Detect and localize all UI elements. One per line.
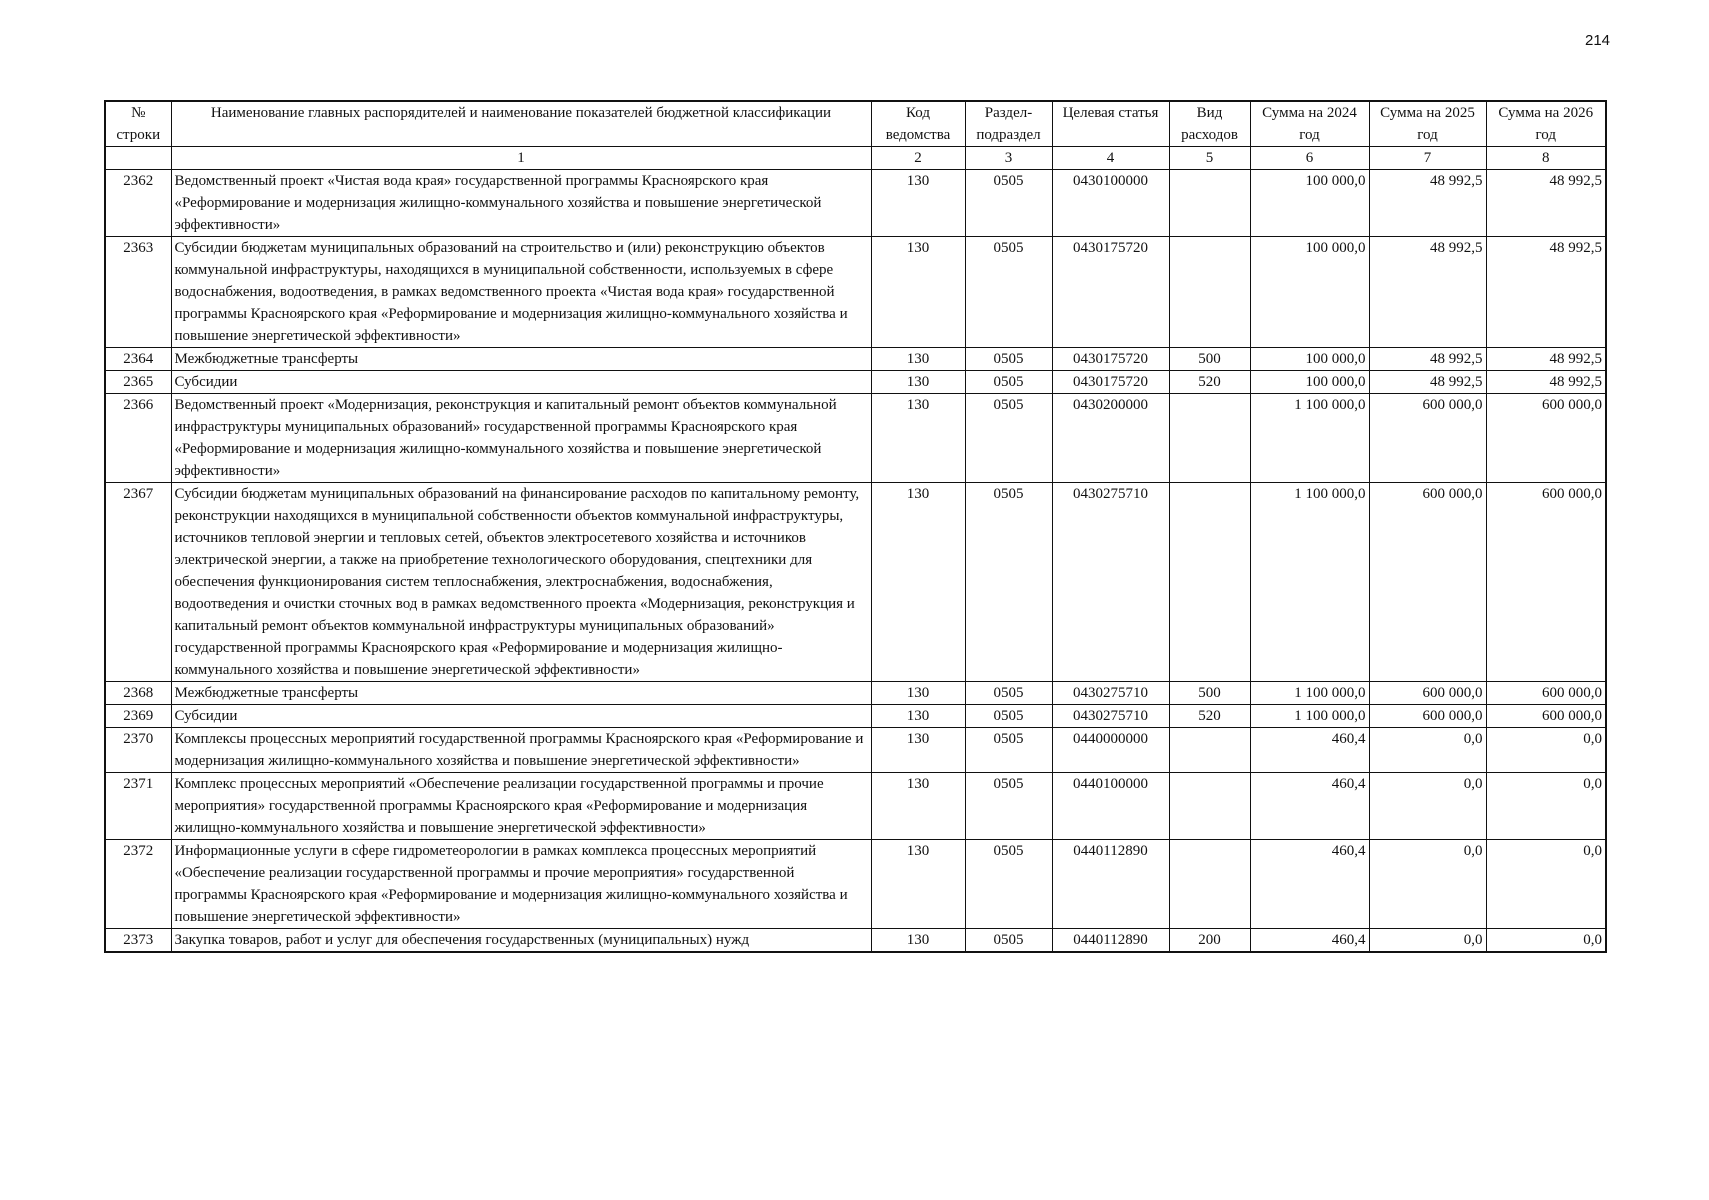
header-dept-code: Код ведомства — [871, 101, 965, 147]
row-name: Комплекс процессных мероприятий «Обеспечение реализации государственной программы и прочие мероприятия» государственной программы Красноярского края «Реформирование и модернизация жилищно-коммунального хозяйства и повышение энергетической эффективности» — [171, 773, 871, 840]
row-number: 2372 — [105, 840, 171, 929]
row-number: 2373 — [105, 929, 171, 953]
row-target: 0430175720 — [1052, 237, 1169, 348]
header-expense-type: Вид расходов — [1169, 101, 1250, 147]
row-target: 0440000000 — [1052, 728, 1169, 773]
row-sum-2026: 0,0 — [1486, 840, 1606, 929]
row-expense-type — [1169, 170, 1250, 237]
row-name: Субсидии — [171, 705, 871, 728]
row-section: 0505 — [965, 773, 1052, 840]
header-name: Наименование главных распорядителей и наименование показателей бюджетной классификации — [171, 101, 871, 147]
row-dept-code: 130 — [871, 773, 965, 840]
row-sum-2025: 48 992,5 — [1369, 371, 1486, 394]
row-name: Межбюджетные трансферты — [171, 348, 871, 371]
row-sum-2026: 48 992,5 — [1486, 371, 1606, 394]
page-number: 214 — [1585, 32, 1611, 49]
row-section: 0505 — [965, 394, 1052, 483]
column-number: 4 — [1052, 147, 1169, 170]
table-body — [105, 170, 1606, 953]
row-sum-2025: 600 000,0 — [1369, 394, 1486, 483]
row-sum-2026: 600 000,0 — [1486, 705, 1606, 728]
column-number: 6 — [1250, 147, 1369, 170]
row-expense-type — [1169, 840, 1250, 929]
column-number: 5 — [1169, 147, 1250, 170]
row-section: 0505 — [965, 483, 1052, 682]
row-dept-code: 130 — [871, 728, 965, 773]
table-row — [105, 728, 1606, 773]
column-number: 7 — [1369, 147, 1486, 170]
row-sum-2026: 600 000,0 — [1486, 483, 1606, 682]
row-sum-2026: 48 992,5 — [1486, 348, 1606, 371]
row-expense-type: 200 — [1169, 929, 1250, 953]
table-row — [105, 705, 1606, 728]
row-target: 0440112890 — [1052, 929, 1169, 953]
row-expense-type — [1169, 237, 1250, 348]
row-dept-code: 130 — [871, 483, 965, 682]
row-section: 0505 — [965, 682, 1052, 705]
row-expense-type: 500 — [1169, 682, 1250, 705]
row-sum-2025: 0,0 — [1369, 773, 1486, 840]
header-sum-2024: Сумма на 2024 год — [1250, 101, 1369, 147]
row-number: 2363 — [105, 237, 171, 348]
row-expense-type — [1169, 394, 1250, 483]
table-row — [105, 371, 1606, 394]
row-number: 2366 — [105, 394, 171, 483]
table-row — [105, 929, 1606, 953]
row-name: Закупка товаров, работ и услуг для обеспечения государственных (муниципальных) нужд — [171, 929, 871, 953]
table-row — [105, 773, 1606, 840]
row-sum-2026: 48 992,5 — [1486, 237, 1606, 348]
row-expense-type: 520 — [1169, 371, 1250, 394]
row-sum-2025: 600 000,0 — [1369, 705, 1486, 728]
row-sum-2024: 100 000,0 — [1250, 371, 1369, 394]
row-name: Субсидии бюджетам муниципальных образований на строительство и (или) реконструкцию объектов коммунальной инфраструктуры, находящихся в муниципальной собственности, используемых в сфере водоснабжения, водоотведения, в рамках ведомственного проекта «Чистая вода края» государственной программы Красноярского края «Реформирование и модернизация жилищно-коммунального хозяйства и повышение энергетической эффективности» — [171, 237, 871, 348]
row-sum-2025: 600 000,0 — [1369, 483, 1486, 682]
row-target: 0430275710 — [1052, 705, 1169, 728]
header-section: Раздел-подраздел — [965, 101, 1052, 147]
row-name: Ведомственный проект «Модернизация, реконструкция и капитальный ремонт объектов коммунальной инфраструктуры муниципальных образований» государственной программы Красноярского края «Реформирование и модернизация жилищно-коммунального хозяйства и повышение энергетической эффективности» — [171, 394, 871, 483]
row-expense-type: 520 — [1169, 705, 1250, 728]
row-section: 0505 — [965, 728, 1052, 773]
row-dept-code: 130 — [871, 929, 965, 953]
row-sum-2025: 0,0 — [1369, 929, 1486, 953]
row-target: 0430275710 — [1052, 682, 1169, 705]
header-row-no: № строки — [105, 101, 171, 147]
row-sum-2026: 600 000,0 — [1486, 682, 1606, 705]
row-sum-2025: 600 000,0 — [1369, 682, 1486, 705]
row-target: 0430175720 — [1052, 371, 1169, 394]
column-number: 1 — [171, 147, 871, 170]
row-number: 2367 — [105, 483, 171, 682]
row-name: Субсидии — [171, 371, 871, 394]
header-sum-2025: Сумма на 2025 год — [1369, 101, 1486, 147]
column-number-empty — [105, 147, 171, 170]
row-expense-type — [1169, 728, 1250, 773]
row-sum-2024: 1 100 000,0 — [1250, 682, 1369, 705]
header-sum-2026: Сумма на 2026 год — [1486, 101, 1606, 147]
table-row — [105, 348, 1606, 371]
row-sum-2026: 0,0 — [1486, 773, 1606, 840]
row-sum-2024: 100 000,0 — [1250, 170, 1369, 237]
row-sum-2024: 1 100 000,0 — [1250, 705, 1369, 728]
table-row — [105, 682, 1606, 705]
row-section: 0505 — [965, 840, 1052, 929]
row-sum-2025: 0,0 — [1369, 840, 1486, 929]
row-number: 2365 — [105, 371, 171, 394]
column-number-row — [105, 147, 1606, 170]
column-number: 2 — [871, 147, 965, 170]
row-target: 0440112890 — [1052, 840, 1169, 929]
row-sum-2025: 48 992,5 — [1369, 237, 1486, 348]
table-row — [105, 237, 1606, 348]
row-number: 2368 — [105, 682, 171, 705]
row-number: 2362 — [105, 170, 171, 237]
row-sum-2026: 600 000,0 — [1486, 394, 1606, 483]
row-name: Информационные услуги в сфере гидрометеорологии в рамках комплекса процессных мероприятий «Обеспечение реализации государственной программы и прочие мероприятия» государственной программы Красноярского края «Реформирование и модернизация жилищно-коммунального хозяйства и повышение энергетической эффективности» — [171, 840, 871, 929]
row-sum-2025: 48 992,5 — [1369, 170, 1486, 237]
row-dept-code: 130 — [871, 371, 965, 394]
row-expense-type — [1169, 483, 1250, 682]
row-sum-2024: 460,4 — [1250, 929, 1369, 953]
row-sum-2026: 0,0 — [1486, 728, 1606, 773]
row-dept-code: 130 — [871, 394, 965, 483]
row-target: 0430200000 — [1052, 394, 1169, 483]
row-section: 0505 — [965, 929, 1052, 953]
row-sum-2024: 460,4 — [1250, 840, 1369, 929]
row-sum-2024: 1 100 000,0 — [1250, 394, 1369, 483]
table-row — [105, 483, 1606, 682]
row-sum-2024: 460,4 — [1250, 773, 1369, 840]
row-name: Субсидии бюджетам муниципальных образований на финансирование расходов по капитальному ремонту, реконструкции находящихся в муниципальной собственности объектов коммунальной инфраструктуры, источников тепловой энергии и тепловых сетей, объектов электросетевого хозяйства и источников электрической энергии, а также на приобретение технологического оборудования, спецтехники для обеспечения функционирования систем теплоснабжения, электроснабжения, водоснабжения, водоотведения и очистки сточных вод в рамках ведомственного проекта «Модернизация, реконструкция и капитальный ремонт объектов коммунальной инфраструктуры муниципальных образований» государственной программы Красноярского края «Реформирование и модернизация жилищно-коммунального хозяйства и повышение энергетической эффективности» — [171, 483, 871, 682]
row-number: 2369 — [105, 705, 171, 728]
row-target: 0440100000 — [1052, 773, 1169, 840]
row-dept-code: 130 — [871, 705, 965, 728]
header-target: Целевая статья — [1052, 101, 1169, 147]
header-row — [105, 101, 1606, 147]
row-dept-code: 130 — [871, 682, 965, 705]
row-number: 2371 — [105, 773, 171, 840]
row-name: Ведомственный проект «Чистая вода края» государственной программы Красноярского края «Реформирование и модернизация жилищно-коммунального хозяйства и повышение энергетической эффективности» — [171, 170, 871, 237]
row-expense-type — [1169, 773, 1250, 840]
row-section: 0505 — [965, 371, 1052, 394]
column-number: 8 — [1486, 147, 1606, 170]
budget-table — [104, 100, 1607, 953]
row-sum-2024: 100 000,0 — [1250, 237, 1369, 348]
row-expense-type: 500 — [1169, 348, 1250, 371]
row-sum-2026: 0,0 — [1486, 929, 1606, 953]
row-section: 0505 — [965, 348, 1052, 371]
row-name: Межбюджетные трансферты — [171, 682, 871, 705]
row-sum-2024: 100 000,0 — [1250, 348, 1369, 371]
row-number: 2364 — [105, 348, 171, 371]
row-sum-2025: 48 992,5 — [1369, 348, 1486, 371]
table-row — [105, 394, 1606, 483]
row-target: 0430275710 — [1052, 483, 1169, 682]
row-sum-2024: 1 100 000,0 — [1250, 483, 1369, 682]
row-name: Комплексы процессных мероприятий государственной программы Красноярского края «Реформирование и модернизация жилищно-коммунального хозяйства и повышение энергетической эффективности» — [171, 728, 871, 773]
row-dept-code: 130 — [871, 170, 965, 237]
row-dept-code: 130 — [871, 237, 965, 348]
row-target: 0430175720 — [1052, 348, 1169, 371]
row-dept-code: 130 — [871, 348, 965, 371]
row-section: 0505 — [965, 237, 1052, 348]
table-row — [105, 170, 1606, 237]
row-number: 2370 — [105, 728, 171, 773]
row-section: 0505 — [965, 170, 1052, 237]
column-number: 3 — [965, 147, 1052, 170]
row-section: 0505 — [965, 705, 1052, 728]
row-target: 0430100000 — [1052, 170, 1169, 237]
table-row — [105, 840, 1606, 929]
row-sum-2024: 460,4 — [1250, 728, 1369, 773]
row-dept-code: 130 — [871, 840, 965, 929]
row-sum-2025: 0,0 — [1369, 728, 1486, 773]
row-sum-2026: 48 992,5 — [1486, 170, 1606, 237]
